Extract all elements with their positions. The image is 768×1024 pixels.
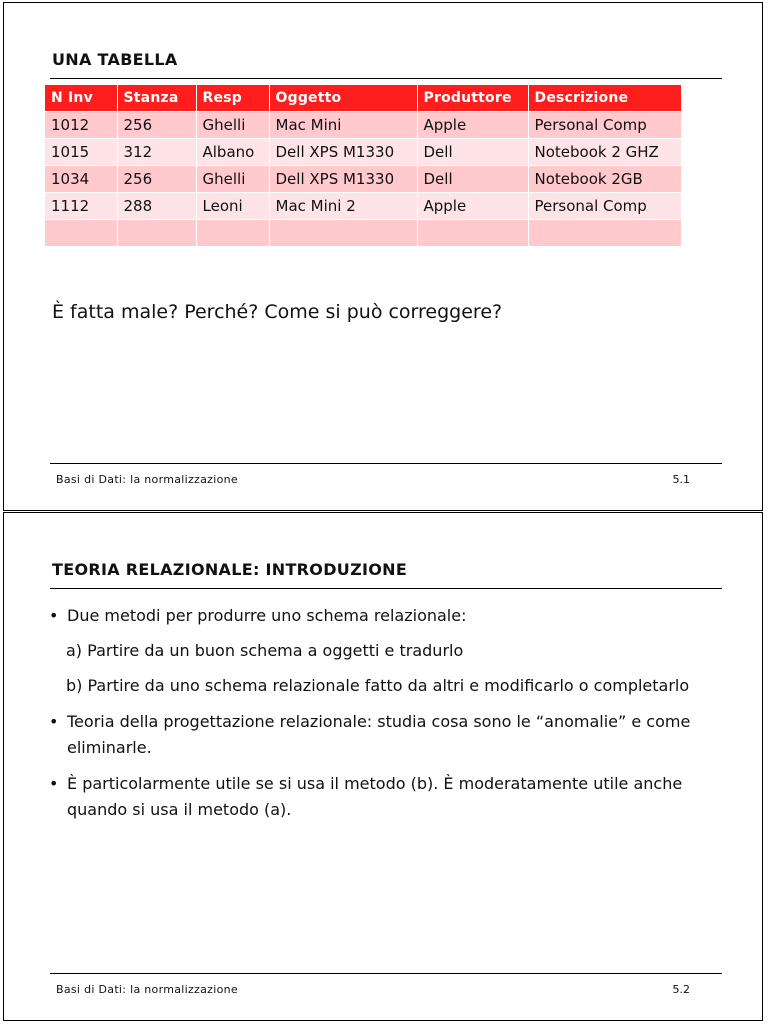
table-row — [45, 112, 681, 139]
footer-text: Basi di Dati: la normalizzazione — [56, 473, 238, 486]
column-header-oggetto: Oggetto — [269, 85, 417, 112]
table-cell: 1112 — [45, 193, 117, 220]
table-cell: Notebook 2 GHZ — [528, 139, 681, 166]
bullet-marker: • — [49, 606, 59, 625]
column-header-n-inv: N Inv — [45, 85, 117, 112]
footer-divider — [50, 973, 722, 974]
slide-1 — [3, 2, 763, 511]
column-header-descrizione: Descrizione — [528, 85, 681, 112]
list-item — [48, 709, 708, 761]
sub-list-item — [48, 673, 708, 699]
footer-divider — [50, 463, 722, 464]
table-cell — [417, 220, 528, 247]
table-cell: 312 — [117, 139, 196, 166]
table-cell: Albano — [196, 139, 269, 166]
table-cell: Personal Comp — [528, 112, 681, 139]
table-cell — [528, 220, 681, 247]
list-item — [48, 603, 708, 629]
list-item — [48, 771, 708, 823]
table-row — [45, 193, 681, 220]
table-cell: Dell — [417, 166, 528, 193]
table-cell: 256 — [117, 166, 196, 193]
table-cell: 1015 — [45, 139, 117, 166]
table-cell: 1034 — [45, 166, 117, 193]
bullet-text: Teoria della progettazione relazionale: studia cosa sono le “anomalie” e come eliminarle. — [67, 712, 691, 757]
slide-title: UNA TABELLA — [52, 50, 178, 69]
table-cell — [269, 220, 417, 247]
column-header-produttore: Produttore — [417, 85, 528, 112]
column-header-stanza: Stanza — [117, 85, 196, 112]
table-cell: Notebook 2GB — [528, 166, 681, 193]
table-cell: Personal Comp — [528, 193, 681, 220]
table-cell: Ghelli — [196, 166, 269, 193]
table-row — [45, 139, 681, 166]
title-divider — [50, 78, 722, 79]
table-cell: Apple — [417, 193, 528, 220]
bullet-marker: • — [49, 712, 59, 731]
table-row-empty — [45, 220, 681, 247]
title-divider — [50, 588, 722, 589]
table-cell: Mac Mini — [269, 112, 417, 139]
table-cell — [196, 220, 269, 247]
table-cell: Dell XPS M1330 — [269, 166, 417, 193]
question-text: È fatta male? Perché? Come si può correggere? — [52, 301, 503, 323]
table-cell: 256 — [117, 112, 196, 139]
sub-item-text: b) Partire da uno schema relazionale fatto da altri e modificarlo o completarlo — [66, 676, 690, 695]
slide-2 — [3, 512, 763, 1021]
bullet-marker: • — [49, 774, 59, 793]
page-number: 5.1 — [672, 473, 690, 486]
sub-list-item — [48, 638, 708, 664]
bullet-text: Due metodi per produrre uno schema relazionale: — [67, 606, 467, 625]
table-cell — [45, 220, 117, 247]
table-cell: Mac Mini 2 — [269, 193, 417, 220]
bullet-text: È particolarmente utile se si usa il metodo (b). È moderatamente utile anche quando si usa il metodo (a). — [67, 774, 683, 819]
table-cell: 288 — [117, 193, 196, 220]
table-row — [45, 166, 681, 193]
table-cell: Dell — [417, 139, 528, 166]
column-header-resp: Resp — [196, 85, 269, 112]
table-cell: Ghelli — [196, 112, 269, 139]
page-number: 5.2 — [672, 983, 690, 996]
table-cell — [117, 220, 196, 247]
table-cell: 1012 — [45, 112, 117, 139]
bullet-list — [48, 603, 708, 823]
table-cell: Leoni — [196, 193, 269, 220]
table-header-row — [45, 85, 681, 112]
table-cell: Apple — [417, 112, 528, 139]
slide-title: TEORIA RELAZIONALE: INTRODUZIONE — [52, 560, 408, 579]
table-cell: Dell XPS M1330 — [269, 139, 417, 166]
inventory-table — [45, 85, 682, 247]
sub-item-text: a) Partire da un buon schema a oggetti e tradurlo — [66, 641, 464, 660]
footer-text: Basi di Dati: la normalizzazione — [56, 983, 238, 996]
